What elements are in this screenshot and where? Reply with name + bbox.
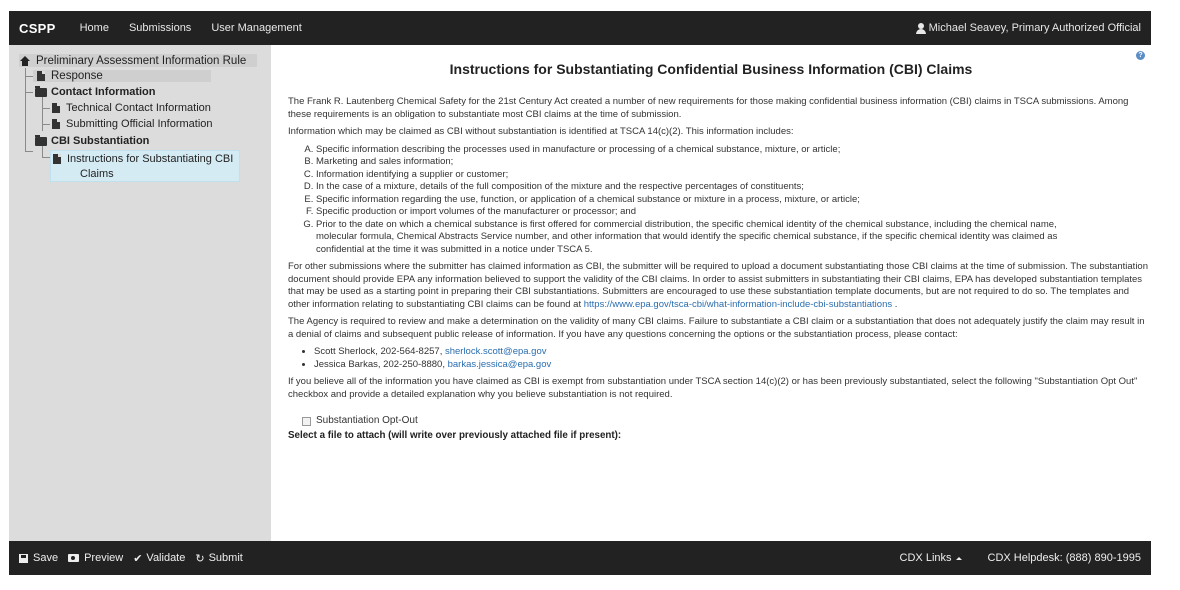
- tree-item-technical-contact[interactable]: [52, 101, 211, 115]
- contact-list: [288, 346, 1150, 371]
- paragraph-end: .: [892, 298, 898, 310]
- contact-name: Scott Sherlock, 202-564-8257,: [314, 346, 445, 357]
- nav-user-management[interactable]: User Management: [211, 22, 302, 34]
- check-icon: ✔: [133, 552, 143, 565]
- brand-logo[interactable]: CSPP: [19, 20, 56, 36]
- tree-item-label-line2: Claims: [80, 168, 114, 180]
- tree-line: [25, 68, 26, 152]
- main-content: [271, 45, 1151, 541]
- app-frame: [9, 11, 1151, 575]
- folder-open-icon: [35, 137, 47, 146]
- attach-file-label: Select a file to attach (will write over previously attached file if present):: [288, 429, 622, 441]
- tree-item-response[interactable]: [37, 69, 103, 83]
- preview-button[interactable]: [68, 552, 123, 564]
- navigation-tree: [9, 45, 271, 541]
- tree-item-label: Response: [51, 70, 103, 82]
- tree-item-submitting-official[interactable]: [52, 117, 213, 131]
- document-icon: [52, 119, 60, 129]
- opt-out-checkbox[interactable]: [302, 417, 311, 426]
- submit-icon: ↻: [195, 552, 205, 565]
- cdx-links-dropdown[interactable]: [900, 552, 962, 564]
- help-icon[interactable]: ?: [1136, 51, 1145, 60]
- instructions-body: [288, 96, 1150, 442]
- validate-button[interactable]: [133, 552, 185, 565]
- exempt-list: [288, 144, 1150, 257]
- document-icon: [37, 71, 45, 81]
- paragraph-text: For other submissions where the submitter has claimed information as CBI, the submitter will be required to upload a document substantiating those CBI claims at the time of submission. The substantiation document should provide EPA any information believed to support the validity of the CBI claims. In order to assist submitters in substantiating their CBI claims, EPA has developed substantiation templates that may be used as a starting point in preparing their CBI substantiations. Submitters are encouraged to use these substantiation template documents, but are not required to do so. The templates and other information relating to substantiating CBI claims can be found at: [288, 261, 1148, 310]
- tree-item-label: Submitting Official Information: [66, 118, 213, 130]
- tree-line: [25, 76, 33, 77]
- tree-line: [42, 108, 50, 109]
- tree-item-cbi-instructions[interactable]: [50, 150, 240, 182]
- paragraph-agency-review: The Agency is required to review and make a determination on the validity of many CBI claims. Failure to substantiate a CBI claim or a substantiation that does not adequately justify the claim may result in a denial of claims and subsequent public release of information. If you have any questions concerning the options or the substantiation process, please contact:: [288, 316, 1145, 340]
- list-item: C. Information identifying a supplier or customer;: [316, 169, 1150, 182]
- paragraph-substantiation: [288, 261, 1150, 311]
- tree-group-label: Contact Information: [51, 86, 156, 98]
- list-item: G. Prior to the date on which a chemical substance is first offered for commercial distribution, the specific chemical identity of the chemical substance, including the chemical name, molecular formula, Chemical Abstracts Service number, and other information that would identify the specific chemical substance, if the specific chemical identity was claimed as confidential at the time it was submitted in a notice under TSCA 5.: [316, 219, 1150, 257]
- nav-submissions[interactable]: Submissions: [128, 22, 192, 34]
- tree-root-label: Preliminary Assessment Information Rule: [36, 54, 247, 67]
- substantiation-link[interactable]: https://www.epa.gov/tsca-cbi/what-information-include-cbi-substantiations: [583, 298, 893, 310]
- home-icon: [20, 56, 30, 66]
- opt-out-label: Substantiation Opt-Out: [316, 415, 418, 426]
- submit-button[interactable]: [195, 552, 242, 565]
- list-item: E. Specific information regarding the use, function, or application of a chemical substance or mixture in a process, mixture, or article;: [316, 194, 1150, 207]
- list-item: B. Marketing and sales information;: [316, 156, 1150, 169]
- bottom-toolbar: [9, 541, 1151, 575]
- toolbar-right: [900, 552, 1151, 564]
- folder-open-icon: [35, 88, 47, 97]
- preview-label: Preview: [84, 552, 124, 564]
- document-icon: [52, 103, 60, 113]
- email-link[interactable]: barkas.jessica@epa.gov: [447, 358, 552, 370]
- list-item: A. Specific information describing the processes used in manufacture or processing of a chemical substance, mixture, or article;: [316, 144, 1150, 157]
- tree-group-label: CBI Substantiation: [51, 135, 150, 147]
- paragraph-intro: The Frank R. Lautenberg Chemical Safety for the 21st Century Act created a number of new requirements for those making confidential business information (CBI) claims in TSCA submissions. Among these requirements is an obligation to substantiate most CBI claims at the time of submission.: [288, 96, 1129, 120]
- tree-item-label: Instructions for Substantiating CBI: [67, 153, 234, 165]
- tree-group-contact[interactable]: [35, 85, 156, 99]
- contact-name: Jessica Barkas, 202-250-8880,: [314, 358, 448, 370]
- camera-icon: [68, 554, 79, 562]
- tree-line: [25, 92, 33, 93]
- email-link[interactable]: sherlock.scott@epa.gov: [444, 346, 547, 357]
- caret-up-icon: [956, 557, 962, 560]
- tree-group-cbi[interactable]: [35, 134, 149, 148]
- tree-item-label: Technical Contact Information: [66, 102, 211, 114]
- list-item: [314, 346, 1150, 359]
- cdx-links-label: CDX Links: [899, 552, 952, 564]
- top-navbar: [9, 11, 1151, 45]
- tree-line: [42, 97, 43, 131]
- list-item: D. In the case of a mixture, details of the full composition of the mixture and the respective percentages of constituents;: [316, 181, 1150, 194]
- list-item: [314, 359, 1150, 372]
- user-menu[interactable]: [916, 22, 1141, 34]
- validate-label: Validate: [146, 552, 186, 564]
- submit-label: Submit: [208, 552, 243, 564]
- user-icon: [916, 23, 926, 34]
- tree-line: [42, 157, 50, 158]
- opt-out-row: [288, 415, 1150, 428]
- save-icon: [19, 554, 28, 563]
- list-item: F. Specific production or import volumes of the manufacturer or processor; and: [316, 206, 1150, 219]
- tree-line: [25, 151, 33, 152]
- save-label: Save: [33, 552, 59, 564]
- nav-home[interactable]: Home: [79, 22, 109, 34]
- page-title: Instructions for Substantiating Confidential Business Information (CBI) Claims: [449, 61, 973, 77]
- document-icon: [53, 154, 61, 164]
- paragraph-exempt-info: Information which may be claimed as CBI without substantiation is identified at TSCA 14(c)(2). This information includes:: [288, 126, 794, 137]
- save-button[interactable]: [19, 552, 58, 564]
- paragraph-opt-out: If you believe all of the information you have claimed as CBI is exempt from substantiation under TSCA section 14(c)(2) or has been previously substantiated, select the following "Substantiation Opt Out" checkbox and provide a detailed explanation why you believe substantiation is not required.: [288, 376, 1138, 400]
- helpdesk-info: CDX Helpdesk: (888) 890-1995: [987, 552, 1141, 564]
- tree-line: [42, 124, 50, 125]
- user-name: Michael Seavey, Primary Authorized Official: [928, 22, 1141, 34]
- tree-root[interactable]: [19, 54, 257, 67]
